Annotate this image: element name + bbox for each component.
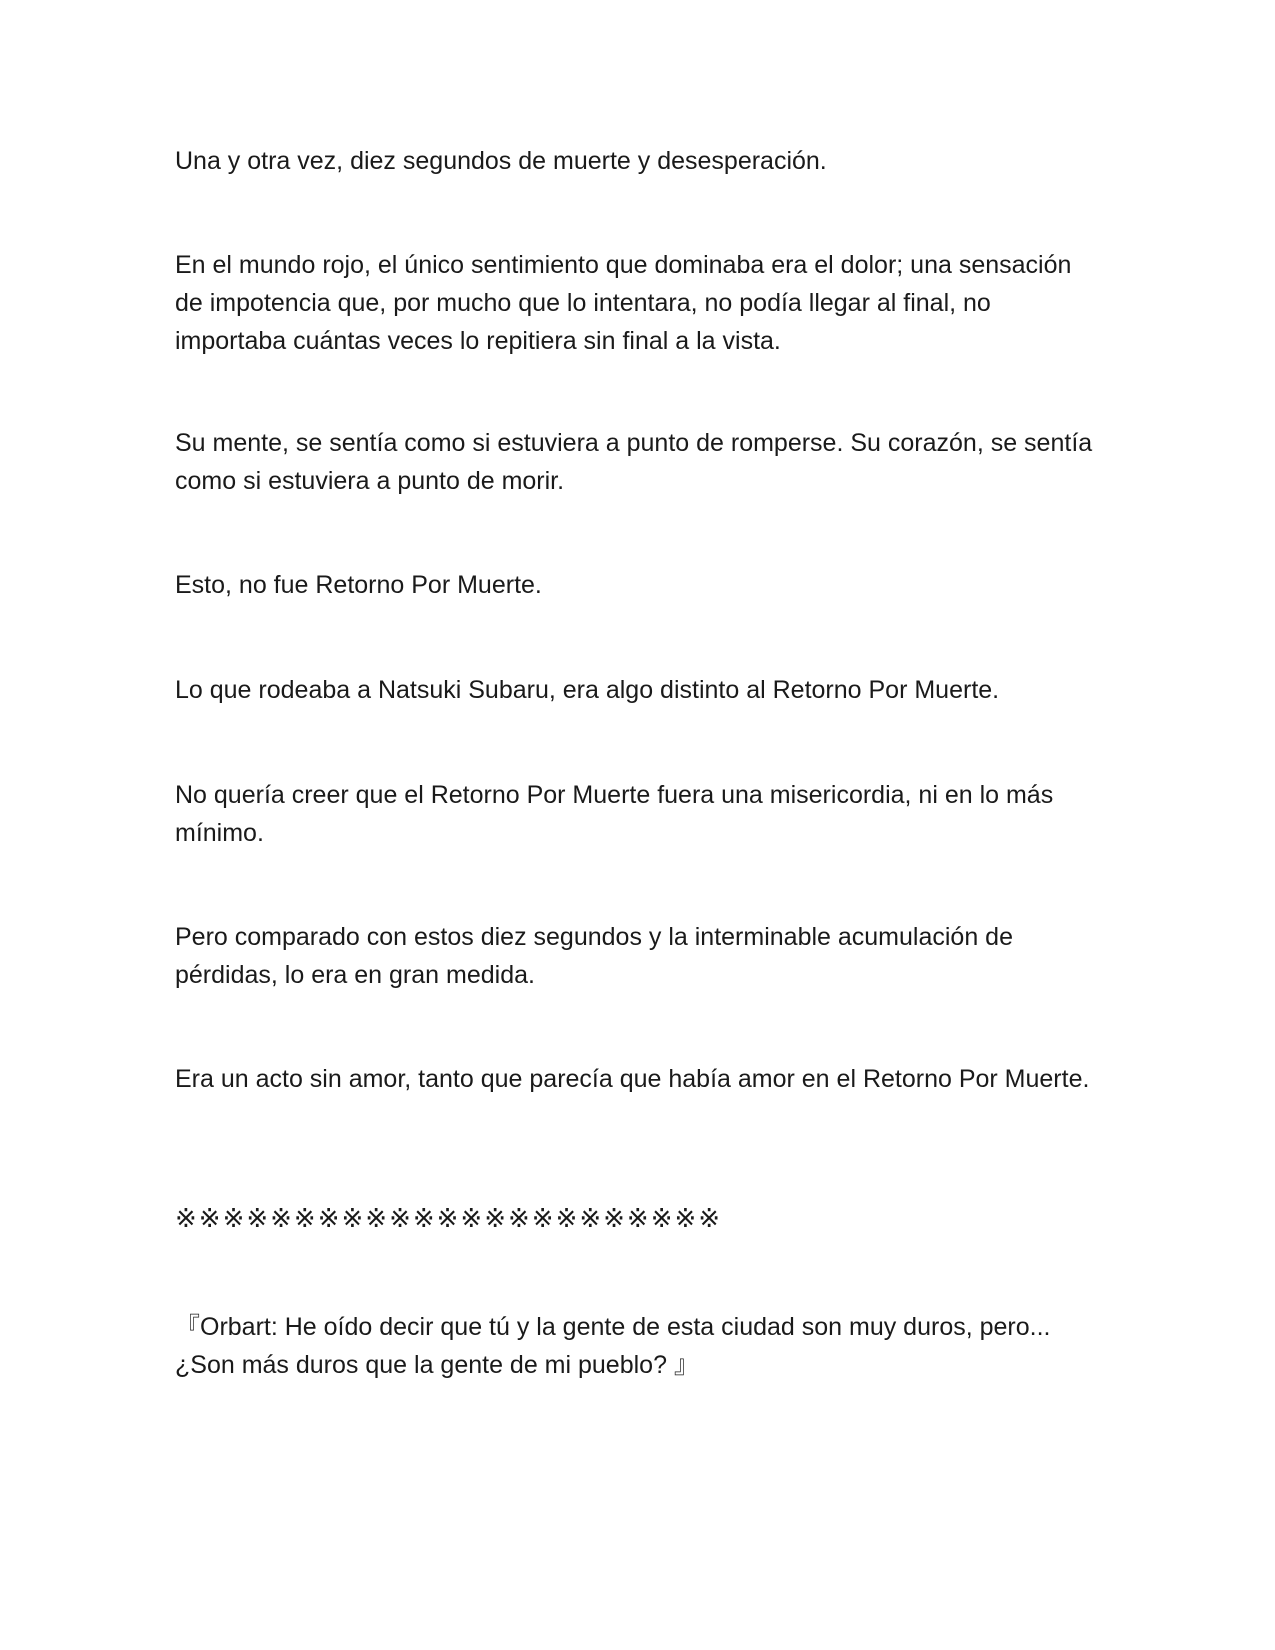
paragraph-8: Era un acto sin amor, tanto que parecía que había amor en el Retorno Por Muerte.: [175, 1065, 1090, 1093]
paragraph-5: Lo que rodeaba a Natsuki Subaru, era algo distinto al Retorno Por Muerte.: [175, 676, 1000, 704]
paragraph-7: Pero comparado con estos diez segundos y la interminable acumulación de pérdidas, lo era en gran medida.: [175, 923, 1013, 989]
paragraph-1: Una y otra vez, diez segundos de muerte y desesperación.: [175, 147, 827, 175]
paragraph-3: Su mente, se sentía como si estuviera a punto de romperse. Su corazón, se sentía como si estuviera a punto de morir.: [175, 429, 1093, 495]
dialogue-paragraph: 『Orbart: He oído decir que tú y la gente de esta ciudad son muy duros, pero... ¿Son más duros que la gente de mi pueblo? 』: [175, 1313, 1051, 1379]
paragraph-4: Esto, no fue Retorno Por Muerte.: [175, 571, 542, 599]
paragraph-6: No quería creer que el Retorno Por Muerte fuera una misericordia, ni en lo más mínimo.: [175, 781, 1054, 847]
paragraph-2: En el mundo rojo, el único sentimiento que dominaba era el dolor; una sensación de impotencia que, por mucho que lo intentara, no podía llegar al final, no importaba cuántas veces lo repitiera sin final a la vista.: [175, 251, 1072, 355]
section-separator: ※※※※※※※※※※※※※※※※※※※※※※※: [175, 1204, 723, 1234]
